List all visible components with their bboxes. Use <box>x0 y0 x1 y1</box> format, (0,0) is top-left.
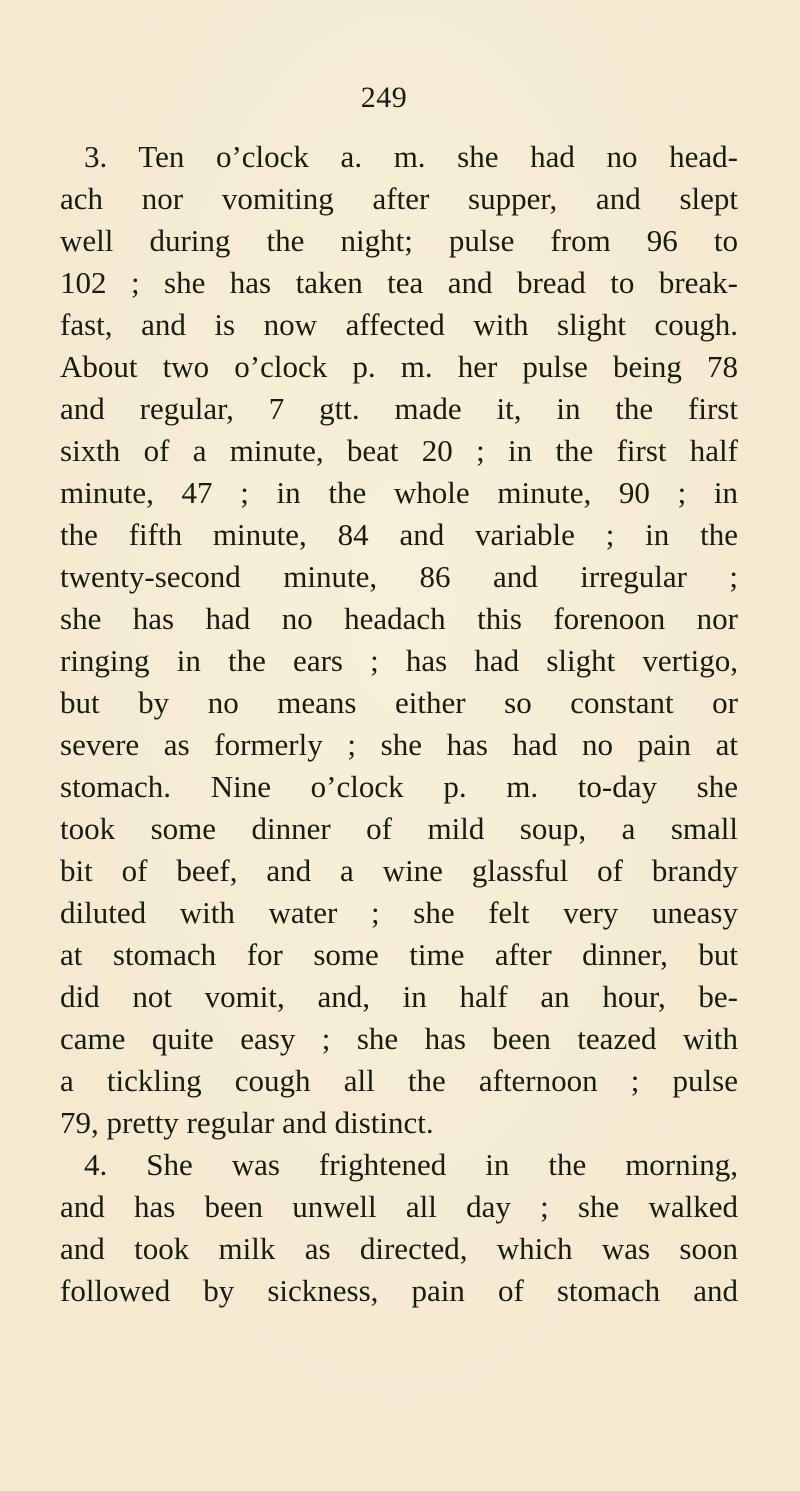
page-number <box>0 80 800 116</box>
text-line: stomach. Nine o’clock p. m. to-day she <box>60 769 738 804</box>
text-line: but by no means either so constant or <box>60 685 738 720</box>
text-line: ringing in the ears ; has had slight vertigo, <box>60 643 738 678</box>
text-line: 102 ; she has taken tea and bread to break- <box>60 265 738 300</box>
text-line: 4. She was frightened in the morning, <box>84 1147 738 1182</box>
text-line: and regular, 7 gtt. made it, in the first <box>60 391 738 426</box>
text-line: bit of beef, and a wine glassful of brandy <box>60 853 738 888</box>
text-line: and took milk as directed, which was soon <box>60 1231 738 1266</box>
text-line: ach nor vomiting after supper, and slept <box>60 181 738 216</box>
page-number-text: 249 <box>360 81 408 114</box>
text-line: 79, pretty regular and distinct. <box>60 1105 434 1140</box>
text-line: the fifth minute, 84 and variable ; in the <box>60 517 738 552</box>
text-line: fast, and is now affected with slight cough. <box>60 307 738 342</box>
text-line: About two o’clock p. m. her pulse being 78 <box>60 349 738 384</box>
text-line: and has been unwell all day ; she walked <box>60 1189 738 1224</box>
text-line: diluted with water ; she felt very uneasy <box>60 895 738 930</box>
text-line: sixth of a minute, beat 20 ; in the first half <box>60 433 738 468</box>
text-line: she has had no headach this forenoon nor <box>60 601 738 636</box>
text-line: came quite easy ; she has been teazed with <box>60 1021 738 1056</box>
text-line: minute, 47 ; in the whole minute, 90 ; in <box>60 475 738 510</box>
text-line: severe as formerly ; she has had no pain at <box>60 727 738 762</box>
text-line: well during the night; pulse from 96 to <box>60 223 738 258</box>
text-line: twenty-second minute, 86 and irregular ; <box>60 559 738 594</box>
text-line: at stomach for some time after dinner, but <box>60 937 738 972</box>
text-line: took some dinner of mild soup, a small <box>60 811 738 846</box>
text-line: a tickling cough all the afternoon ; pulse <box>60 1063 738 1098</box>
text-line: followed by sickness, pain of stomach and <box>60 1273 738 1308</box>
text-line: did not vomit, and, in half an hour, be- <box>60 979 738 1014</box>
text-line: 3. Ten o’clock a. m. she had no head- <box>84 139 738 174</box>
